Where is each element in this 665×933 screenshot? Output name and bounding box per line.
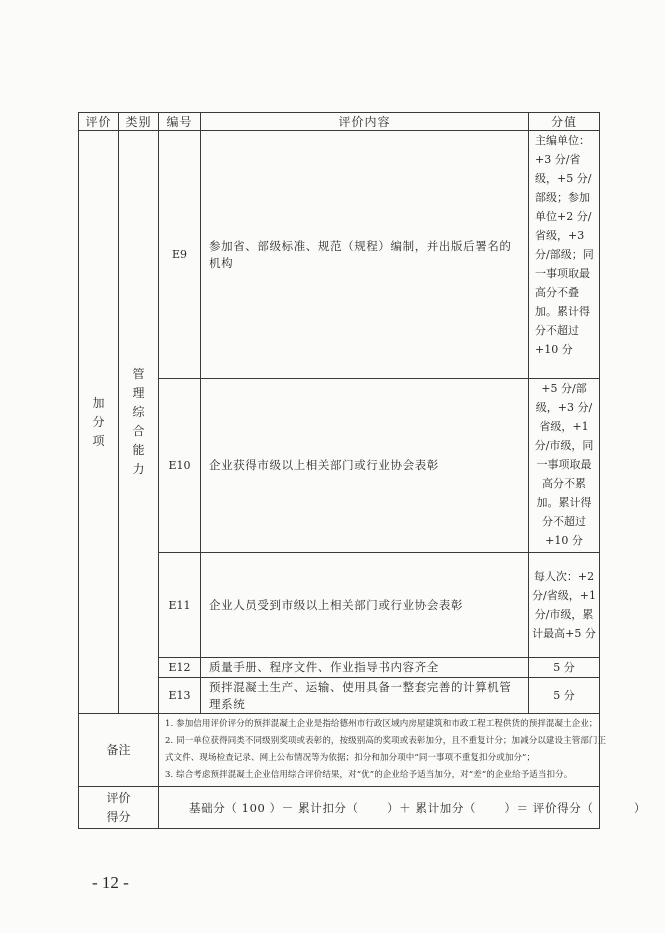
- category-group-label: 管理综合能力: [132, 367, 145, 476]
- row-content: 质量手册、程序文件、作业指导书内容齐全: [201, 658, 529, 678]
- header-category: 类别: [119, 113, 159, 131]
- note-line-4: 3. 综合考虑预拌混凝土企业信用综合评价结果，对“优”的企业给予适当加分，对“差”的企业给予适当扣分。: [165, 770, 573, 780]
- notes-content: [159, 714, 607, 787]
- row-code: E12: [159, 658, 201, 678]
- note-line-3: 式文件、现场检查记录、网上公布情况等为依据；扣分和加分项中“同一事项不重复扣分或加分”；: [165, 753, 536, 763]
- notes-row: [79, 714, 600, 787]
- category-group-cell: [119, 131, 159, 714]
- row-score: +5 分/部级，+3 分/省级，+1 分/市级，同一事项取最高分不累加。累计得分不超过+10 分: [529, 379, 600, 553]
- row-score: 主编单位：+3 分/省级，+5 分/部级；参加单位+2 分/省级，+3 分/部级；同一事项取最高分不叠加。累计得分不超过+10 分: [529, 131, 600, 379]
- evaluation-group-cell: [79, 131, 119, 714]
- header-score: 分值: [529, 113, 600, 131]
- row-content: 参加省、部级标准、规范（规程）编制，并出版后署名的机构: [201, 131, 529, 379]
- row-score: 5 分: [529, 678, 600, 714]
- row-content: 企业人员受到市级以上相关部门或行业协会表彰: [201, 553, 529, 658]
- final-score-label: 评价得分: [106, 790, 131, 824]
- evaluation-table: [78, 112, 647, 829]
- final-score-label-cell: [79, 787, 159, 829]
- header-code: 编号: [159, 113, 201, 131]
- page-number: - 12 -: [92, 873, 129, 892]
- row-score: 5 分: [529, 658, 600, 678]
- row-code: E10: [159, 379, 201, 553]
- header-evaluation: 评价: [79, 113, 119, 131]
- row-content: 企业获得市级以上相关部门或行业协会表彰: [201, 379, 529, 553]
- final-score-formula-cell: [159, 787, 647, 829]
- row-code: E11: [159, 553, 201, 658]
- note-line-2: 2. 同一单位获得同类不同级别奖项或表彰的，按级别高的奖项或表彰加分，且不重复计分；加减分以建设主管部门正: [165, 736, 607, 746]
- final-score-row: [79, 787, 600, 829]
- header-content: 评价内容: [201, 113, 529, 131]
- table-row-e9: [79, 131, 600, 379]
- row-code: E13: [159, 678, 201, 714]
- note-line-1: 1. 参加信用评价评分的预拌混凝土企业是指给德州市行政区域内房屋建筑和市政工程工程供货的预拌混凝土企业；: [165, 719, 598, 729]
- header-row: [79, 113, 600, 131]
- final-score-formula: 基础分（ 100 ）－ 累计扣分（ ）＋ 累计加分（ ）＝ 评价得分（ ）: [189, 800, 647, 815]
- row-score: 每人次：+2 分/省级，+1 分/市级，累计最高+5 分: [529, 553, 600, 658]
- notes-label: 备注: [79, 714, 159, 787]
- row-content: 预拌混凝土生产、运输、使用具备一整套完善的计算机管理系统: [201, 678, 529, 714]
- evaluation-group-label: 加分项: [92, 395, 105, 448]
- row-code: E9: [159, 131, 201, 379]
